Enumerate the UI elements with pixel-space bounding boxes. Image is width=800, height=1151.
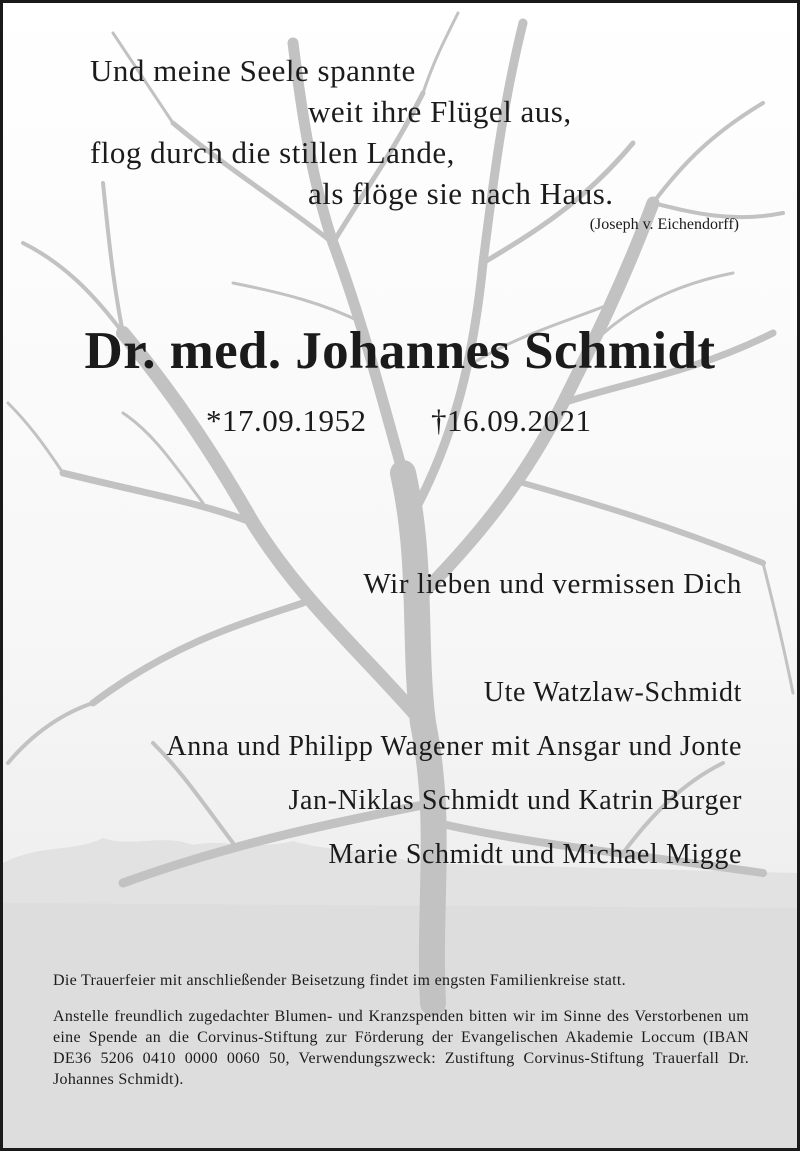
poem-line-4: als flöge sie nach Haus. <box>308 176 614 211</box>
deceased-name: Dr. med. Johannes Schmidt <box>84 322 716 380</box>
notice-content <box>3 3 797 1148</box>
poem-attribution: (Joseph v. Eichendorff) <box>589 216 739 233</box>
birth-date: *17.09.1952 <box>206 403 367 438</box>
donation-note: Anstelle freundlich zugedachter Blumen- und Kranzspenden bitten wir im Sinne des Verstorbenen um eine Spende an die Corvinus-Stiftung zur Förderung der Evangelischen Akademie Loccum (IBAN DE36 5206 0410 0000 0060 50, Verwendungszweck: Zustiftung Corvinus-Stiftung Trauerfall Dr. Johannes Schmidt). <box>53 1008 749 1088</box>
poem-line-1: Und meine Seele spannte <box>90 53 416 88</box>
poem-line-3: flog durch die stillen Lande, <box>90 135 455 170</box>
mourner-line: Ute Watzlaw-Schmidt <box>483 677 742 708</box>
mourner-line: Anna und Philipp Wagener mit Ansgar und Jonte <box>166 731 742 762</box>
poem-line-2: weit ihre Flügel aus, <box>308 94 572 129</box>
mourner-line: Jan-Niklas Schmidt und Katrin Burger <box>288 785 742 816</box>
death-date: †16.09.2021 <box>431 403 592 438</box>
farewell-message: Wir lieben und vermissen Dich <box>363 568 742 600</box>
mourner-line: Marie Schmidt und Michael Migge <box>328 839 742 870</box>
funeral-note: Die Trauerfeier mit anschließender Beisetzung findet im engsten Familienkreise statt. <box>53 972 626 989</box>
